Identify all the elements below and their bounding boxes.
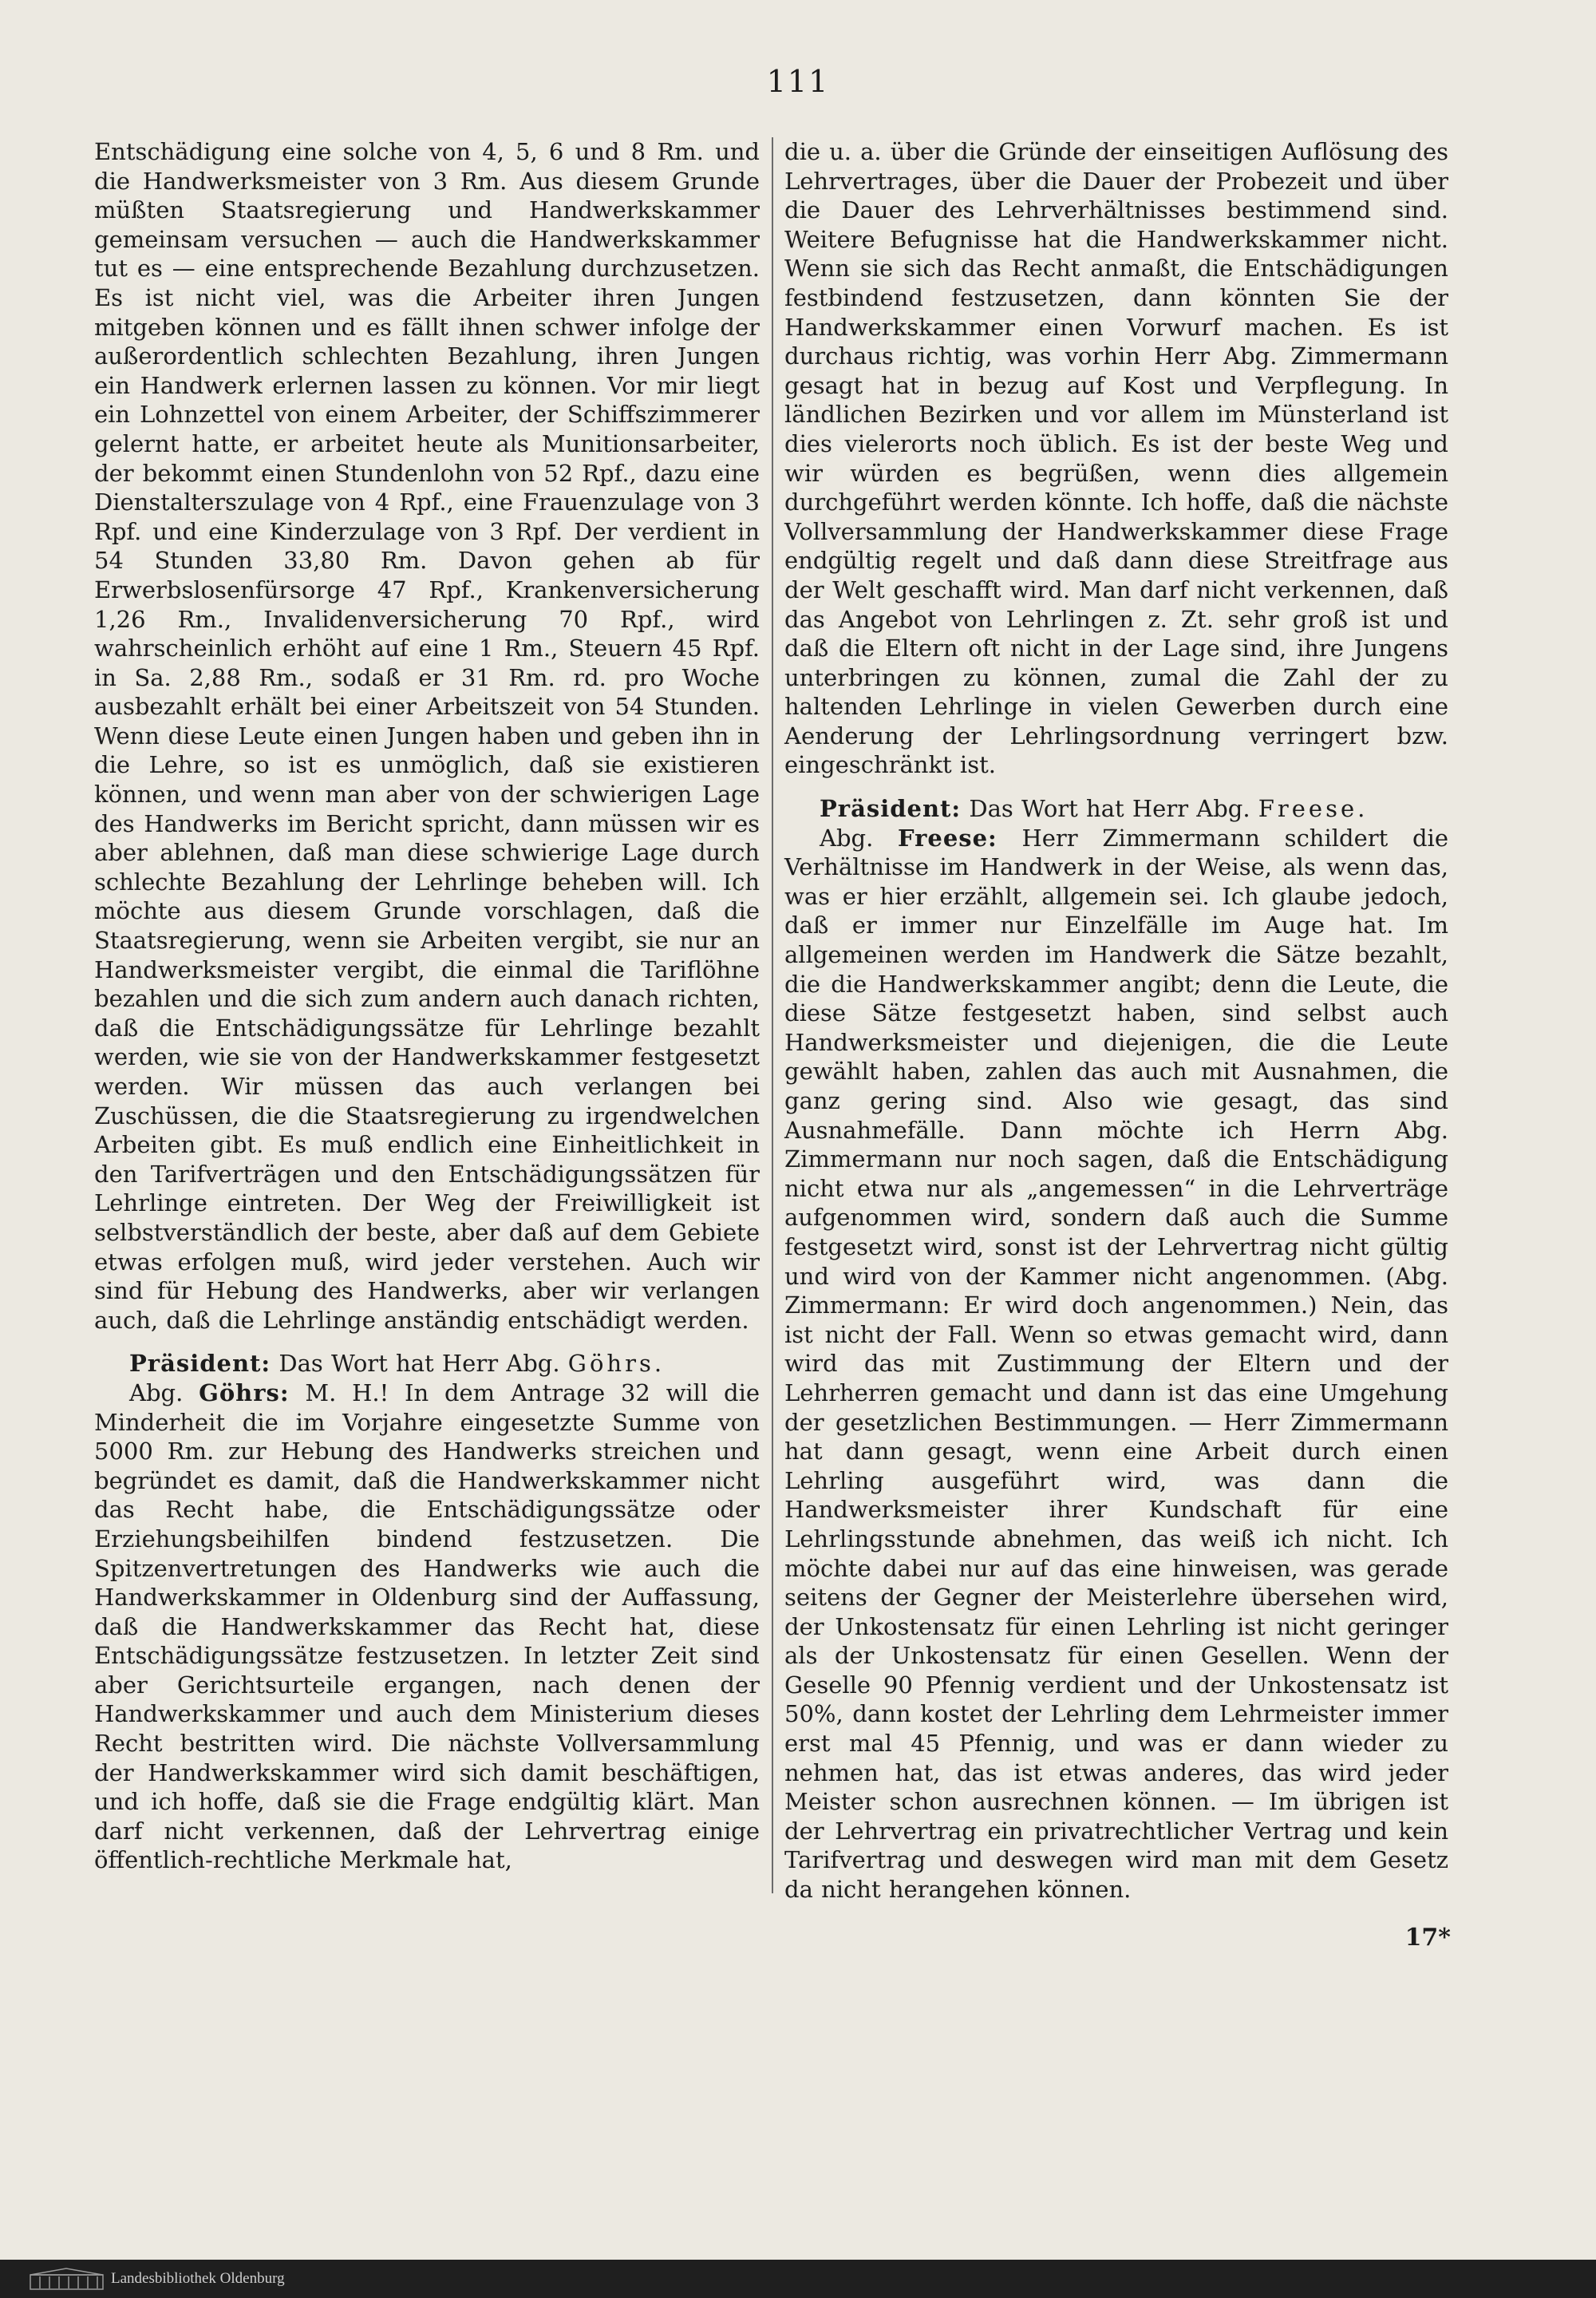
- paragraph: Entschädigung eine solche von 4, 5, 6 und 8 Rm. und die Handwerksmeister von 3 Rm. Aus diesem Grunde müßten Staatsregierung und Handwerkskammer gemeinsam versuchen — auch die Handwerkskammer tut es — eine entsprechende Bezahlung durchzusetzen. Es ist nicht viel, was die Arbeiter ihren Jungen mitgeben können und es fällt ihnen schwer infolge der außerordentlich schlechten Bezahlung, ihren Jungen ein Handwerk erlernen lassen zu können. Vor mir liegt ein Lohnzettel von einem Arbeiter, der Schiffszimmerer gelernt hatte, er arbeitet heute als Munitionsarbeiter, der bekommt einen Stundenlohn von 52 Rpf., dazu eine Dienstalterszulage von 4 Rpf., eine Frauenzulage von 3 Rpf. und eine Kinderzulage von 3 Rpf. Der verdient in 54 Stunden 33,80 Rm. Davon gehen ab für Erwerbslosenfürsorge 47 Rpf., Krankenversicherung 1,26 Rm., Invalidenversicherung 70 Rpf., wird wahrscheinlich erhöht auf eine 1 Rm., Steuern 45 Rpf. in Sa. 2,88 Rm., sodaß er 31 Rm. rd. pro Woche ausbezahlt erhält bei einer Arbeitszeit von 54 Stunden. Wenn diese Leute einen Jungen haben und geben ihn in die Lehre, so ist es unmöglich, daß sie existieren können, und wenn man aber von der schwierigen Lage des Handwerks im Bericht spricht, dann müssen wir es aber ablehnen, daß man diese schwierige Lage durch schlechte Bezahlung der Lehrlinge beheben will. Ich möchte aus diesem Grunde vorschlagen, daß die Staatsregierung, wenn sie Arbeiten vergibt, sie nur an Handwerksmeister vergibt, die einmal die Tariflöhne bezahlen und die sich zum andern auch danach richten, daß die Entschädigungssätze für Lehrlinge bezahlt werden, wie sie von der Handwerkskammer festgesetzt werden. Wir müssen das auch verlangen bei Zuschüssen, die die Staatsregierung zu irgendwelchen Arbeiten gibt. Es muß endlich eine Einheitlichkeit in den Tarifverträgen und den Entschädigungssätzen für Lehrlinge eintreten. Der Weg der Freiwilligkeit ist selbstverständlich der beste, aber daß auf dem Gebiete etwas erfolgen muß, wird jeder verstehen. Auch wir sind für Hebung des Handwerks, aber wir verlangen auch, daß die Lehrlinge anständig entschädigt werden.: [94, 138, 760, 1334]
- paragraph-text: M. H.! In dem Antrage 32 will die Minderheit die im Vorjahre eingesetzte Summe von 5000 Rm. zur Hebung des Handwerks streichen und begründet es damit, daß die Handwerkskammer nicht das Recht habe, die Entschädigungssätze oder Erziehungsbeihilfen bindend festzusetzen. Die Spitzenvertretungen des Handwerks wie auch die Handwerkskammer in Oldenburg sind der Auffassung, daß die Handwerkskammer das Recht hat, diese Entschädigungssätze festzusetzen. In letzter Zeit sind aber Gerichtsurteile ergangen, nach denen der Handwerkskammer und auch dem Ministerium dieses Recht bestritten wird. Die nächste Vollversammlung der Handwerkskammer wird sich damit beschäftigen, und ich hoffe, daß sie die Frage endgültig klärt. Man darf nicht verkennen, daß der Lehrvertrag einige öffentlich-rechtliche Merkmale hat,: [94, 1378, 760, 1874]
- speech-paragraph: [784, 824, 1448, 1904]
- speech-prefix: Abg.: [820, 824, 899, 852]
- paragraph-text: Herr Zimmermann schildert die Verhältnisse im Handwerk in der Weise, als wenn das, was er hier erzählt, allgemein sei. Ich glaube jedoch, daß er immer nur Einzelfälle im Auge hat. Im allgemeinen werden im Handwerk die Sätze bezahlt, die die Handwerkskammer angibt; denn die Leute, die diese Sätze festgesetzt haben, sind selbst auch Handwerksmeister und diejenigen, die die Leute gewählt haben, zahlen das auch mit Ausnahmen, die ganz gering sind. Also wie gesagt, das sind Ausnahmefälle. Dann möchte ich Herrn Abg. Zimmermann nur noch sagen, daß die Entschädigung nicht etwa nur als „angemessen“ in die Lehrverträge aufgenommen wird, sondern daß auch die Summe festgesetzt wird, sonst ist der Lehrvertrag nicht gültig und wird von der Kammer nicht angenommen. (Abg. Zimmermann: Er wird doch angenommen.) Nein, das ist nicht der Fall. Wenn so etwas gemacht wird, dann wird das mit Zustimmung der Eltern und der Lehrherren gemacht und dann ist das eine Umgehung der gesetzlichen Bestimmungen. — Herr Zimmermann hat dann gesagt, wenn eine Arbeit durch einen Lehrling ausgeführt wird, was dann die Handwerksmeister ihrer Kundschaft für eine Lehrlingsstunde abnehmen, das weiß ich nicht. Ich möchte dabei nur auf das eine hinweisen, was gerade seitens der Gegner der Meisterlehre übersehen wird, der Unkostensatz für einen Lehrling ist nicht geringer als der Unkostensatz für einen Gesellen. Wenn der Geselle 90 Pfennig verdient und der Unkostensatz ist 50%, dann kostet der Lehrling dem Lehrmeister immer erst mal 45 Pfennig, und was er dann wieder zu nehmen hat, das ist etwas anderes, das wird jeder Meister schon ausrechnen können. — Im übrigen ist der Lehrvertrag ein privatrechtlicher Vertrag und kein Tarifvertrag und deswegen wird man mit dem Gesetz da nicht herangehen können.: [784, 824, 1448, 1904]
- president-line: [94, 1349, 760, 1378]
- speaker-label: Freese:: [898, 824, 998, 852]
- speaker-label: Präsident:: [820, 795, 962, 823]
- paragraph-text: Das Wort hat Herr Abg.: [279, 1350, 568, 1378]
- sheet-signature: 17*: [1404, 1924, 1451, 1952]
- right-column: [784, 137, 1448, 1904]
- speech-paragraph: [94, 1378, 760, 1875]
- library-footer: [0, 2260, 1596, 2298]
- speaker-name: Göhrs.: [567, 1350, 666, 1378]
- speaker-label: Göhrs:: [199, 1378, 290, 1406]
- paragraph-text: Das Wort hat Herr Abg.: [969, 795, 1258, 823]
- paragraph: die u. a. über die Gründe der einseitigen Auflösung des Lehrvertrages, über die Dauer der Probezeit und über die Dauer des Lehrverhältnisses bestimmend sind. Weitere Befugnisse hat die Handwerkskammer nicht. Wenn sie sich das Recht anmaßt, die Entschädigungen festbindend festzusetzen, dann könnten Sie der Handwerkskammer einen Vorwurf machen. Es ist durchaus richtig, was vorhin Herr Abg. Zimmermann gesagt hat in bezug auf Kost und Verpflegung. In ländlichen Bezirken und vor allem im Münsterland ist dies vielerorts noch üblich. Es ist der beste Weg und wir würden es begrüßen, wenn dies allgemein durchgeführt werden könnte. Ich hoffe, daß die nächste Vollversammlung der Handwerkskammer diese Frage endgültig regelt und daß dann diese Streitfrage aus der Welt geschafft wird. Man darf nicht verkennen, daß das Angebot von Lehrlingen z. Zt. sehr groß ist und daß die Eltern oft nicht in der Lage sind, ihre Jungens unterbringen zu können, zumal die Zahl der zu haltenden Lehrlinge in vielen Gewerben durch eine Aenderung der Lehrlingsordnung verringert bzw. eingeschränkt ist.: [784, 138, 1448, 779]
- speaker-label: Präsident:: [129, 1350, 271, 1378]
- library-building-icon: [29, 2267, 105, 2291]
- speaker-name: Freese.: [1258, 795, 1369, 823]
- left-column: [94, 137, 760, 1875]
- column-divider: [772, 137, 773, 1893]
- library-name: Landesbibliothek Oldenburg: [111, 2270, 285, 2287]
- speech-prefix: Abg.: [129, 1378, 200, 1406]
- page-number: 111: [766, 64, 830, 99]
- president-line: [784, 794, 1448, 824]
